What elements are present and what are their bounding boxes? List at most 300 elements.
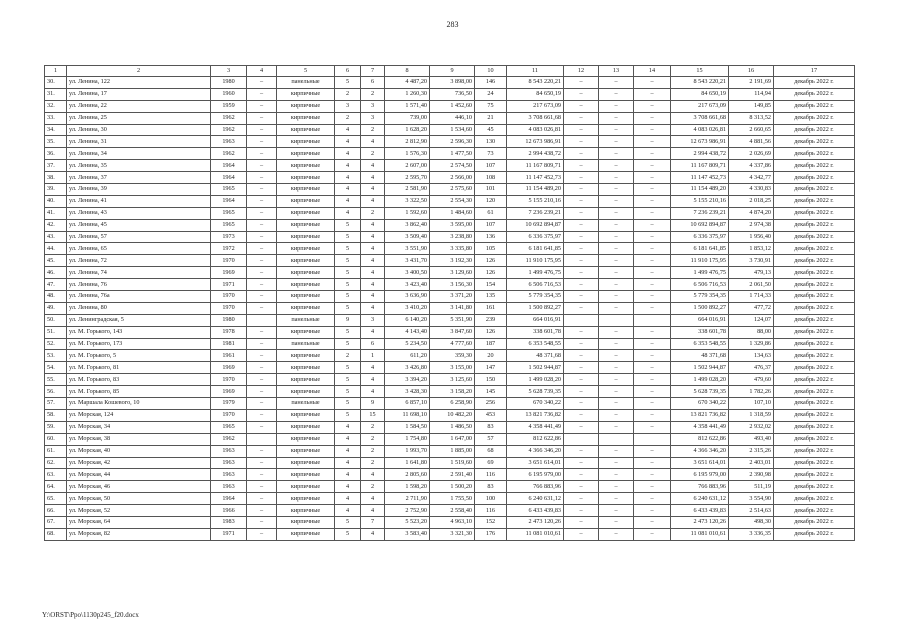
table-cell: 3 336,35 bbox=[729, 528, 774, 540]
table-cell: – bbox=[634, 136, 671, 148]
table-cell: декабрь 2022 г. bbox=[774, 219, 855, 231]
table-cell: 5 bbox=[335, 279, 361, 291]
table-cell: 1 bbox=[361, 350, 385, 362]
table-cell: 11 167 809,71 bbox=[507, 160, 564, 172]
table-cell: 126 bbox=[475, 255, 507, 267]
table-cell: кирпичные bbox=[277, 386, 335, 398]
table-cell: 105 bbox=[475, 243, 507, 255]
table-row bbox=[45, 469, 855, 481]
table-cell: 4 366 346,20 bbox=[507, 445, 564, 457]
table-cell: 2 bbox=[335, 88, 361, 100]
table-row bbox=[45, 386, 855, 398]
table-cell: 2 bbox=[335, 112, 361, 124]
table-cell: 1 499 028,20 bbox=[507, 374, 564, 386]
table-cell: декабрь 2022 г. bbox=[774, 291, 855, 303]
table-cell: – bbox=[599, 493, 634, 505]
table-cell: 4 bbox=[361, 505, 385, 517]
column-number-header: 15 bbox=[671, 66, 729, 77]
table-row bbox=[45, 160, 855, 172]
table-cell: 2 574,50 bbox=[430, 160, 475, 172]
table-cell: 2 315,26 bbox=[729, 445, 774, 457]
table-cell: 1969 bbox=[211, 267, 247, 279]
column-number-header: 9 bbox=[430, 66, 475, 77]
table-cell: ул. Ленина, 72 bbox=[67, 255, 211, 267]
table-cell: 1 502 944,87 bbox=[507, 362, 564, 374]
table-cell: 3 322,50 bbox=[385, 195, 430, 207]
column-number-header: 5 bbox=[277, 66, 335, 77]
table-cell: кирпичные bbox=[277, 112, 335, 124]
table-row bbox=[45, 172, 855, 184]
table-cell: – bbox=[564, 172, 599, 184]
table-cell: 2 bbox=[361, 481, 385, 493]
table-cell: 11 081 010,61 bbox=[507, 528, 564, 540]
table-cell: – bbox=[634, 172, 671, 184]
table-cell: 5 779 354,35 bbox=[507, 291, 564, 303]
table-cell: 3 400,50 bbox=[385, 267, 430, 279]
table-cell: – bbox=[634, 100, 671, 112]
table-cell: 7 bbox=[361, 516, 385, 528]
table-cell: 84 650,19 bbox=[507, 88, 564, 100]
table-cell: кирпичные bbox=[277, 445, 335, 457]
table-cell: 3 551,90 bbox=[385, 243, 430, 255]
table-cell: – bbox=[247, 255, 277, 267]
table-cell: 4 bbox=[361, 326, 385, 338]
table-cell: – bbox=[247, 184, 277, 196]
table-cell: – bbox=[247, 195, 277, 207]
table-cell: 1 754,80 bbox=[385, 433, 430, 445]
table-cell: 4 342,77 bbox=[729, 172, 774, 184]
table-cell: – bbox=[564, 457, 599, 469]
table-cell: ул. Морская, 50 bbox=[67, 493, 211, 505]
table-cell: кирпичные bbox=[277, 160, 335, 172]
table-cell: 13 821 736,82 bbox=[507, 409, 564, 421]
table-cell: 2 566,00 bbox=[430, 172, 475, 184]
table-cell: – bbox=[564, 243, 599, 255]
table-row bbox=[45, 77, 855, 89]
table-cell: – bbox=[634, 148, 671, 160]
table-cell: 1 499 476,75 bbox=[671, 267, 729, 279]
table-cell: – bbox=[634, 219, 671, 231]
table-cell: – bbox=[247, 302, 277, 314]
table-cell: 100 bbox=[475, 493, 507, 505]
table-cell: 1970 bbox=[211, 374, 247, 386]
table-cell: 101 bbox=[475, 184, 507, 196]
table-cell: 6 336 375,97 bbox=[671, 231, 729, 243]
table-cell: 4 777,60 bbox=[430, 338, 475, 350]
table-cell: 57 bbox=[475, 433, 507, 445]
table-cell: 2 554,30 bbox=[430, 195, 475, 207]
table-cell: 1963 bbox=[211, 469, 247, 481]
table-cell: – bbox=[634, 88, 671, 100]
table-cell: ул. Ленина, 80 bbox=[67, 302, 211, 314]
table-cell: 6 353 548,55 bbox=[507, 338, 564, 350]
table-cell: 73 bbox=[475, 148, 507, 160]
table-row bbox=[45, 291, 855, 303]
table-cell: 3 426,80 bbox=[385, 362, 430, 374]
table-cell: кирпичные bbox=[277, 100, 335, 112]
table-cell: 1969 bbox=[211, 362, 247, 374]
table-cell: 31. bbox=[45, 88, 67, 100]
table-cell: 1966 bbox=[211, 505, 247, 517]
table-cell: 1 499 028,20 bbox=[671, 374, 729, 386]
table-cell: 66. bbox=[45, 505, 67, 517]
table-cell: 5 bbox=[335, 386, 361, 398]
table-cell: декабрь 2022 г. bbox=[774, 326, 855, 338]
table-row bbox=[45, 88, 855, 100]
table-cell: 1 571,40 bbox=[385, 100, 430, 112]
table-row bbox=[45, 433, 855, 445]
table-cell: 1970 bbox=[211, 409, 247, 421]
table-cell: декабрь 2022 г. bbox=[774, 409, 855, 421]
table-cell: 2 bbox=[361, 148, 385, 160]
table-cell: – bbox=[247, 291, 277, 303]
table-cell: 2 558,40 bbox=[430, 505, 475, 517]
table-cell: декабрь 2022 г. bbox=[774, 516, 855, 528]
table-cell: 11 910 175,95 bbox=[507, 255, 564, 267]
table-cell: – bbox=[634, 231, 671, 243]
table-cell: 30. bbox=[45, 77, 67, 89]
table-cell: – bbox=[247, 172, 277, 184]
table-cell: 4 bbox=[335, 505, 361, 517]
table-cell: – bbox=[564, 350, 599, 362]
table-cell: ул. М. Горького, 5 bbox=[67, 350, 211, 362]
table-cell: 7 236 239,21 bbox=[507, 207, 564, 219]
table-cell: 1970 bbox=[211, 291, 247, 303]
table-cell: – bbox=[599, 88, 634, 100]
table-cell: 5 bbox=[335, 231, 361, 243]
table-row bbox=[45, 326, 855, 338]
table-cell: – bbox=[247, 457, 277, 469]
table-cell: 69 bbox=[475, 457, 507, 469]
table-cell: 4 bbox=[361, 386, 385, 398]
table-cell: 739,00 bbox=[385, 112, 430, 124]
table-cell: 134,63 bbox=[729, 350, 774, 362]
table-cell: – bbox=[599, 421, 634, 433]
table-cell: декабрь 2022 г. bbox=[774, 398, 855, 410]
table-cell: – bbox=[247, 326, 277, 338]
table-cell: 2 403,01 bbox=[729, 457, 774, 469]
table-cell: – bbox=[634, 516, 671, 528]
table-cell: – bbox=[564, 255, 599, 267]
table-cell: 4 bbox=[361, 184, 385, 196]
table-cell: 3 238,80 bbox=[430, 231, 475, 243]
table-cell: 3 158,20 bbox=[430, 386, 475, 398]
table-cell: 4 358 441,49 bbox=[671, 421, 729, 433]
table-cell: – bbox=[247, 88, 277, 100]
table-cell: – bbox=[599, 386, 634, 398]
table-cell: 9 bbox=[335, 314, 361, 326]
table-cell: – bbox=[599, 350, 634, 362]
table-cell: 1 499 476,75 bbox=[507, 267, 564, 279]
table-cell: 3 125,60 bbox=[430, 374, 475, 386]
table-cell: 1 500 892,27 bbox=[507, 302, 564, 314]
table-cell: 4 bbox=[361, 302, 385, 314]
column-number-header: 10 bbox=[475, 66, 507, 77]
table-cell: 48 371,68 bbox=[507, 350, 564, 362]
table-cell: – bbox=[564, 136, 599, 148]
table-cell: 2 473 120,26 bbox=[671, 516, 729, 528]
table-cell: 10 692 894,87 bbox=[507, 219, 564, 231]
table-cell: 5 bbox=[335, 243, 361, 255]
table-cell: – bbox=[247, 374, 277, 386]
table-cell: 2 bbox=[361, 421, 385, 433]
table-cell: 3 651 614,01 bbox=[671, 457, 729, 469]
table-cell: 476,37 bbox=[729, 362, 774, 374]
table-cell: 5 155 210,16 bbox=[671, 195, 729, 207]
table-cell: 149,85 bbox=[729, 100, 774, 112]
table-cell: кирпичные bbox=[277, 362, 335, 374]
table-cell: 5 779 354,35 bbox=[671, 291, 729, 303]
table-cell: кирпичные bbox=[277, 374, 335, 386]
table-cell: ул. Морская, 64 bbox=[67, 516, 211, 528]
table-cell: 1964 bbox=[211, 195, 247, 207]
table-cell: декабрь 2022 г. bbox=[774, 243, 855, 255]
table-cell: 1 576,30 bbox=[385, 148, 430, 160]
table-cell: 670 340,22 bbox=[507, 398, 564, 410]
table-cell: 37. bbox=[45, 160, 67, 172]
table-cell: панельные bbox=[277, 398, 335, 410]
table-cell: 4 bbox=[361, 469, 385, 481]
table-cell: 4 bbox=[335, 172, 361, 184]
table-cell: ул. Ленина, 31 bbox=[67, 136, 211, 148]
table-cell: – bbox=[247, 409, 277, 421]
table-cell: – bbox=[599, 219, 634, 231]
table-cell: ул. Морская, 34 bbox=[67, 421, 211, 433]
table-row bbox=[45, 516, 855, 528]
table-cell: 4 bbox=[335, 421, 361, 433]
table-cell: – bbox=[247, 148, 277, 160]
table-cell: 2 026,69 bbox=[729, 148, 774, 160]
table-cell: 64. bbox=[45, 481, 67, 493]
table-cell: – bbox=[634, 338, 671, 350]
table-cell: 2 812,90 bbox=[385, 136, 430, 148]
table-cell: 20 bbox=[475, 350, 507, 362]
table-cell: – bbox=[599, 255, 634, 267]
table-cell: – bbox=[247, 386, 277, 398]
table-cell: 161 bbox=[475, 302, 507, 314]
table-cell: 2 191,69 bbox=[729, 77, 774, 89]
table-cell: 57. bbox=[45, 398, 67, 410]
table-cell: 116 bbox=[475, 505, 507, 517]
table-cell bbox=[599, 314, 634, 326]
table-cell: 2 581,90 bbox=[385, 184, 430, 196]
table-cell: декабрь 2022 г. bbox=[774, 421, 855, 433]
table-cell: 4 bbox=[335, 148, 361, 160]
table-cell: 3 423,40 bbox=[385, 279, 430, 291]
table-cell: – bbox=[599, 469, 634, 481]
table-cell: кирпичные bbox=[277, 124, 335, 136]
table-cell: 50. bbox=[45, 314, 67, 326]
table-cell: 1 641,80 bbox=[385, 457, 430, 469]
table-cell: 3 898,00 bbox=[430, 77, 475, 89]
table-cell: 5 bbox=[335, 398, 361, 410]
table-cell: ул. Ленина, 76 bbox=[67, 279, 211, 291]
table-cell: – bbox=[247, 481, 277, 493]
table-cell: – bbox=[564, 184, 599, 196]
table-cell: 48 371,68 bbox=[671, 350, 729, 362]
table-cell: 11 147 452,73 bbox=[507, 172, 564, 184]
table-row bbox=[45, 184, 855, 196]
table-cell: – bbox=[247, 231, 277, 243]
table-cell: – bbox=[634, 398, 671, 410]
table-cell: 1 584,50 bbox=[385, 421, 430, 433]
table-cell: 1978 bbox=[211, 326, 247, 338]
table-cell: – bbox=[634, 207, 671, 219]
table-cell: – bbox=[634, 528, 671, 540]
table-cell: 84 650,19 bbox=[671, 88, 729, 100]
table-cell: 4 bbox=[335, 136, 361, 148]
table-cell: ул. Морская, 82 bbox=[67, 528, 211, 540]
table-cell: 2 994 438,72 bbox=[507, 148, 564, 160]
table-cell: ул. Ленина, 22 bbox=[67, 100, 211, 112]
table-cell: 6 240 631,12 bbox=[671, 493, 729, 505]
table-cell: 1 956,40 bbox=[729, 231, 774, 243]
table-cell: 1 318,59 bbox=[729, 409, 774, 421]
table-cell: – bbox=[247, 160, 277, 172]
table-cell: ул. Ленина, 41 bbox=[67, 195, 211, 207]
table-row bbox=[45, 505, 855, 517]
table-cell: декабрь 2022 г. bbox=[774, 195, 855, 207]
table-cell: 1980 bbox=[211, 77, 247, 89]
table-cell: ул. Ленина, 25 bbox=[67, 112, 211, 124]
table-cell: 54. bbox=[45, 362, 67, 374]
table-cell: – bbox=[247, 219, 277, 231]
table-cell: 1963 bbox=[211, 457, 247, 469]
table-cell: – bbox=[599, 243, 634, 255]
table-row bbox=[45, 207, 855, 219]
table-cell: 1 519,60 bbox=[430, 457, 475, 469]
table-cell: 5 234,50 bbox=[385, 338, 430, 350]
table-cell: ул. Ленина, 57 bbox=[67, 231, 211, 243]
table-cell: – bbox=[247, 207, 277, 219]
table-cell: – bbox=[599, 409, 634, 421]
table-cell: – bbox=[634, 291, 671, 303]
table-cell: 5 bbox=[335, 409, 361, 421]
table-cell: кирпичные bbox=[277, 184, 335, 196]
table-cell: ул. М. Горького, 85 bbox=[67, 386, 211, 398]
table-cell bbox=[634, 314, 671, 326]
table-body bbox=[45, 66, 855, 541]
table-cell: 4 874,20 bbox=[729, 207, 774, 219]
table-cell: 107,10 bbox=[729, 398, 774, 410]
table-cell: кирпичные bbox=[277, 433, 335, 445]
table-cell: – bbox=[564, 77, 599, 89]
table-cell: 62. bbox=[45, 457, 67, 469]
table-cell bbox=[247, 433, 277, 445]
table-cell: 3 156,30 bbox=[430, 279, 475, 291]
column-number-header: 4 bbox=[247, 66, 277, 77]
table-cell: 116 bbox=[475, 469, 507, 481]
table-cell: – bbox=[564, 231, 599, 243]
table-cell: 8 543 220,21 bbox=[671, 77, 729, 89]
table-cell: 1971 bbox=[211, 528, 247, 540]
table-cell: – bbox=[247, 124, 277, 136]
table-cell: 3 554,90 bbox=[729, 493, 774, 505]
table-cell: – bbox=[247, 350, 277, 362]
table-cell: декабрь 2022 г. bbox=[774, 184, 855, 196]
table-cell: 4 bbox=[335, 457, 361, 469]
table-cell: 3 321,30 bbox=[430, 528, 475, 540]
table-cell: 3 862,40 bbox=[385, 219, 430, 231]
table-cell: – bbox=[564, 207, 599, 219]
table-cell bbox=[247, 314, 277, 326]
table-cell: – bbox=[634, 302, 671, 314]
table-cell: 1981 bbox=[211, 338, 247, 350]
table-cell: 1962 bbox=[211, 124, 247, 136]
table-cell: ул. Ленинградская, 5 bbox=[67, 314, 211, 326]
table-row bbox=[45, 219, 855, 231]
table-row bbox=[45, 302, 855, 314]
table-cell: 3 708 661,68 bbox=[507, 112, 564, 124]
table-cell: кирпичные bbox=[277, 219, 335, 231]
table-cell: кирпичные bbox=[277, 516, 335, 528]
table-cell: – bbox=[599, 326, 634, 338]
table-cell: декабрь 2022 г. bbox=[774, 231, 855, 243]
table-cell: 6 353 548,55 bbox=[671, 338, 729, 350]
table-cell: декабрь 2022 г. bbox=[774, 386, 855, 398]
column-number-header: 3 bbox=[211, 66, 247, 77]
table-cell bbox=[564, 433, 599, 445]
table-cell: 5 bbox=[335, 77, 361, 89]
table-cell: 2 bbox=[361, 88, 385, 100]
table-cell: 498,30 bbox=[729, 516, 774, 528]
table-cell: – bbox=[599, 172, 634, 184]
table-row bbox=[45, 195, 855, 207]
table-cell: – bbox=[564, 124, 599, 136]
table-cell: кирпичные bbox=[277, 528, 335, 540]
table-cell: 150 bbox=[475, 374, 507, 386]
table-row bbox=[45, 231, 855, 243]
table-cell: 812 622,86 bbox=[507, 433, 564, 445]
table-cell: – bbox=[564, 398, 599, 410]
table-cell: – bbox=[247, 469, 277, 481]
table-cell: 5 bbox=[335, 291, 361, 303]
table-cell: 5 523,20 bbox=[385, 516, 430, 528]
table-cell: декабрь 2022 г. bbox=[774, 350, 855, 362]
table-cell: 1964 bbox=[211, 172, 247, 184]
table-cell bbox=[599, 433, 634, 445]
table-cell: 3 129,60 bbox=[430, 267, 475, 279]
table-cell: 51. bbox=[45, 326, 67, 338]
table-cell: 338 601,78 bbox=[507, 326, 564, 338]
table-cell: декабрь 2022 г. bbox=[774, 255, 855, 267]
table-cell: 21 bbox=[475, 112, 507, 124]
table-cell: – bbox=[564, 160, 599, 172]
table-cell: 4 bbox=[361, 279, 385, 291]
table-cell: 6 bbox=[361, 338, 385, 350]
table-cell: 1 260,30 bbox=[385, 88, 430, 100]
column-number-header: 7 bbox=[361, 66, 385, 77]
table-cell: 1 500,20 bbox=[430, 481, 475, 493]
table-cell: 10 482,20 bbox=[430, 409, 475, 421]
table-cell: 3 431,70 bbox=[385, 255, 430, 267]
table-cell: 1965 bbox=[211, 184, 247, 196]
table-cell: – bbox=[599, 445, 634, 457]
table-row bbox=[45, 350, 855, 362]
table-cell: 4 963,10 bbox=[430, 516, 475, 528]
table-cell: – bbox=[564, 291, 599, 303]
table-cell: 2 595,70 bbox=[385, 172, 430, 184]
table-cell: 5 bbox=[335, 374, 361, 386]
table-cell: 10 692 894,87 bbox=[671, 219, 729, 231]
table-cell: кирпичные bbox=[277, 148, 335, 160]
table-cell: 36. bbox=[45, 148, 67, 160]
table-cell: 9 bbox=[361, 398, 385, 410]
table-cell: кирпичные bbox=[277, 326, 335, 338]
table-cell: – bbox=[634, 326, 671, 338]
table-cell: 5 bbox=[335, 362, 361, 374]
table-cell: кирпичные bbox=[277, 207, 335, 219]
